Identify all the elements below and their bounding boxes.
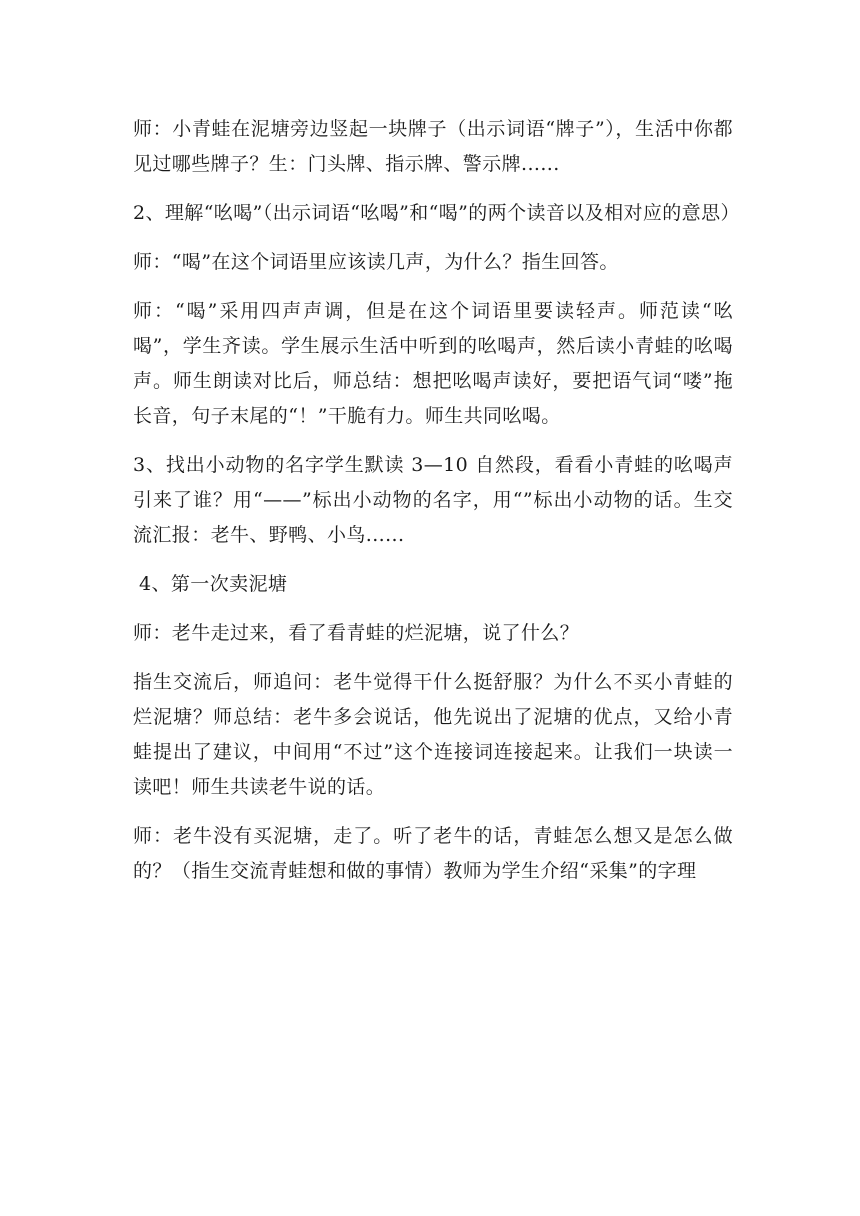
paragraph-understand-yaohe: 2、理解“吆喝”（出示词语“吆喝”和“喝”的两个读音以及相对应的意思）	[133, 202, 740, 224]
paragraph-find-animals: 3、找出小动物的名字学生默读 3—10 自然段，看看小青蛙的吆喝声引来了谁？用“——”标出小动物的名字，用“”标出小动物的话。生交流汇报：老牛、野鸭、小鸟......	[133, 454, 733, 546]
paragraph-sign-question: 师：小青蛙在泥塘旁边竖起一块牌子（出示词语“牌子”），生活中你都见过哪些牌子？生：门头牌、指示牌、警示牌......	[133, 118, 733, 175]
paragraph-light-tone: 师：“喝”采用四声声调，但是在这个词语里要读轻声。师范读“吆喝”，学生齐读。学生展示生活中听到的吆喝声，然后读小青蛙的吆喝声。师生朗读对比后，师总结：想把吆喝声读好，要把语气词“喽”拖长音，句子末尾的“！”干脆有力。师生共同吆喝。	[133, 300, 733, 427]
paragraph-tone-question: 师：“喝”在这个词语里应该读几声，为什么？指生回答。	[133, 251, 619, 273]
paragraph-follow-up: 指生交流后，师追问：老牛觉得干什么挺舒服？为什么不买小青蛙的烂泥塘？师总结：老牛多会说话，他先说出了泥塘的优点，又给小青蛙提出了建议，中间用“不过”这个连接词连接起来。让我们一块读一读吧！师生共读老牛说的话。	[133, 671, 733, 798]
document-body	[133, 112, 740, 903]
paragraph-old-ox-said: 师：老牛走过来，看了看青蛙的烂泥塘，说了什么？	[133, 622, 580, 644]
paragraph-frog-thinking: 师：老牛没有买泥塘，走了。听了老牛的话，青蛙怎么想又是怎么做的？（指生交流青蛙想和做的事情）教师为学生介绍“采集”的字理	[133, 825, 733, 882]
section-heading-first-sale: 4、第一次卖泥塘	[139, 573, 288, 595]
